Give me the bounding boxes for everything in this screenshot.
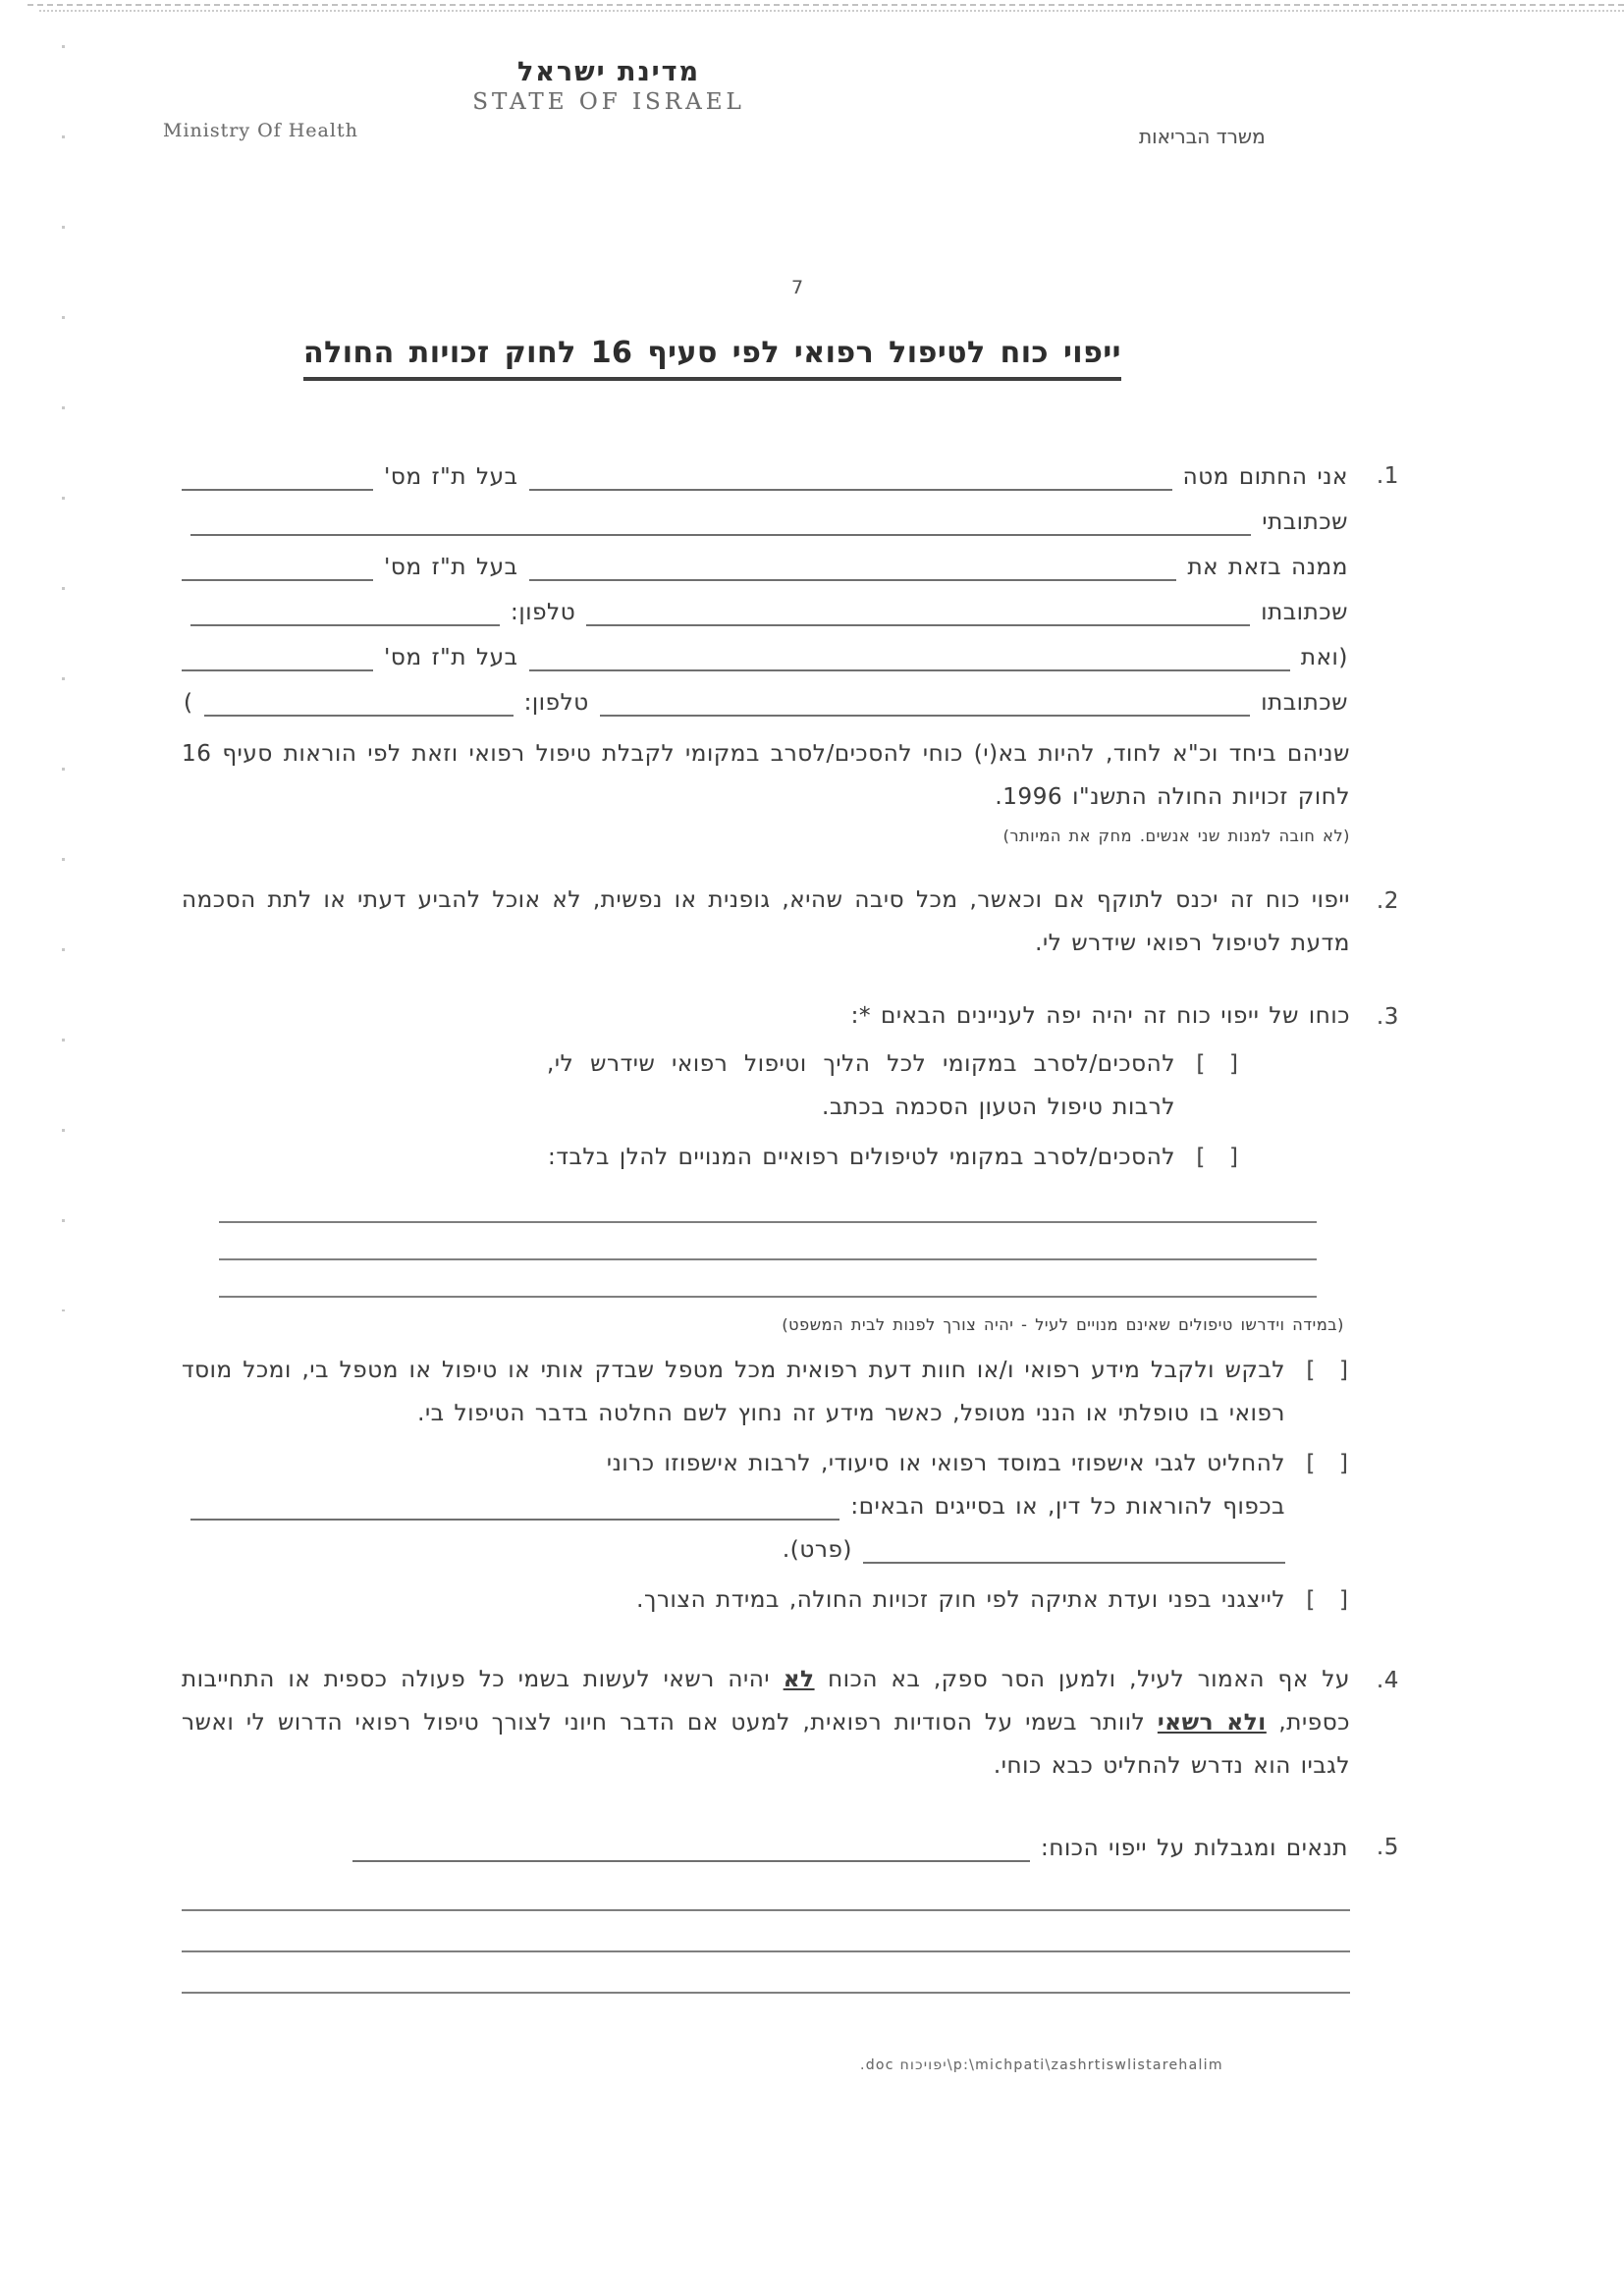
section-1 <box>182 454 1399 849</box>
label-phone: טלפון: <box>511 600 576 625</box>
option-hospitalization-line1: להחליט לגבי אישפוזי במוסד רפואי או סיעודי, לרבות אישפוזו כרוני <box>606 1451 1285 1476</box>
scan-edge-artifact <box>39 10 1624 12</box>
form-row-second-appointee <box>182 634 1350 679</box>
form-row-signer-address <box>182 499 1350 544</box>
fill-second-appointee-name[interactable] <box>529 640 1290 671</box>
section-3-number: .3 <box>1376 1004 1399 1030</box>
section-3-header: כוחו של ייפוי כוח זה יהיה יפה לעניינים הבאים *: <box>850 1003 1350 1029</box>
fill-conditions-line-0[interactable] <box>352 1831 1030 1862</box>
section-4-emphasis-not: לא <box>783 1667 815 1692</box>
option-label: לייצגני בפני ועדת אתיקה לפי חוק זכויות החולה, במידת הצורך. <box>636 1587 1285 1613</box>
label-detail: (פרט). <box>782 1537 852 1563</box>
form-title: ייפוי כוח לטיפול רפואי לפי סעיף 16 לחוק זכויות החולה <box>303 336 1121 381</box>
checkbox[interactable]: [ ] <box>1306 1451 1350 1476</box>
fill-appointee-id[interactable] <box>182 550 373 581</box>
section-4 <box>182 1658 1399 1788</box>
fill-signer-address[interactable] <box>190 505 1251 536</box>
section-3-body <box>182 994 1350 1629</box>
fill-detail[interactable] <box>863 1532 1285 1564</box>
option-label: לבקש ולקבל מידע רפואי ו/או חוות דעת רפואית מכל מטפל שבדק אותי או טיפול או מטפל בי, ומכל מוסד רפואי בו טופלתי או הנני מטופל, כאשר מידע זה נחוץ לשם החלטה בדבר הטיפול בי. <box>182 1358 1285 1426</box>
option-hospitalization-line2-text: בכפוף להוראות כל דין, או בסייגים הבאים: <box>850 1494 1285 1520</box>
option-label: להסכים/לסרב במקומי לכל הליך וטיפול רפואי שידרש לי, לרבות טיפול הטעון הסכמה בכתב. <box>547 1051 1175 1120</box>
label-id-number: בעל ת"ז מס' <box>384 645 518 670</box>
section-1-note: (לא חובה למנות שני אנשים. מחק את המיותר) <box>1002 827 1350 845</box>
option-request-medical-info <box>182 1349 1350 1435</box>
label-appoint: ממנה בזאת את <box>1187 555 1348 580</box>
fill-second-appointee-phone[interactable] <box>204 685 514 717</box>
option-represent-ethics-committee <box>182 1578 1350 1622</box>
section-4-part3: לוותר בשמי על הסודיות רפואית, למעט אם הדבר חיוני לצורך טיפול רפואי הדרוש לי ואשר לגביו הוא נדרש להחליט כבא כוחי. <box>182 1710 1350 1779</box>
state-of-israel-hebrew: מדינת ישראל <box>516 57 701 87</box>
form-row-second-appointee-address <box>182 679 1350 724</box>
option-hospitalization-line2 <box>182 1485 1285 1528</box>
label-conditions: תנאים ומגבלות על ייפוי הכוח: <box>1040 1836 1348 1861</box>
fill-conditions-line-1[interactable] <box>182 1874 1350 1911</box>
scan-edge-artifact <box>27 4 1624 6</box>
ministry-of-health-english: Ministry Of Health <box>163 120 358 141</box>
section-3 <box>182 994 1399 1629</box>
section-1-number: .1 <box>1376 463 1399 489</box>
header-center <box>0 57 1218 115</box>
fill-signer-id[interactable] <box>182 459 373 491</box>
section-1-body <box>182 454 1350 849</box>
label-and-also: (ואת <box>1300 645 1348 670</box>
section-2-number: .2 <box>1376 888 1399 914</box>
fill-second-appointee-id[interactable] <box>182 640 373 671</box>
state-of-israel-english: STATE OF ISRAEL <box>472 89 745 115</box>
checkbox[interactable]: [ ] <box>1196 1145 1240 1170</box>
label-his-address: שכתובתו <box>1261 600 1348 625</box>
label-id-number: בעל ת"ז מס' <box>384 555 518 580</box>
page-number: 7 <box>791 277 804 298</box>
label-his-address: שכתובתו <box>1261 690 1348 716</box>
scan-margin-dots-artifact <box>62 45 65 1311</box>
form-body <box>182 454 1399 2023</box>
section-4-emphasis-not-entitled: ולא רשאי <box>1157 1710 1267 1735</box>
ministry-of-health-hebrew: משרד הבריאות <box>1139 125 1266 148</box>
fill-treatments-line-3[interactable] <box>219 1260 1317 1298</box>
fill-conditions-line-3[interactable] <box>182 1956 1350 1994</box>
option-consent-listed-treatments <box>182 1136 1240 1179</box>
section-5-number: .5 <box>1376 1835 1399 1860</box>
label-id-number: בעל ת"ז מס' <box>384 464 518 490</box>
checkbox[interactable]: [ ] <box>1196 1051 1240 1077</box>
form-row-appointee-address <box>182 589 1350 634</box>
section-2 <box>182 879 1399 965</box>
option-label <box>182 1442 1285 1572</box>
section-1-paragraph: שניהם ביחד וכ"א לחוד, להיות בא(י) כוחי להסכים/לסרב במקומי לקבלת טיפול רפואי וזאת לפי הוראות סעיף 16 לחוק זכויות החולה התשנ"ו 1996. <box>182 741 1350 810</box>
section-5 <box>182 1825 1399 1994</box>
section-4-number: .4 <box>1376 1668 1399 1693</box>
section-4-part2: יהיה רשאי לעשות בשמי כל פעולה כספית או התחייבות כספית, <box>182 1667 1350 1735</box>
form-row-appointee <box>182 544 1350 589</box>
label-paren-close: ) <box>184 690 193 716</box>
section-4-part1: על אף האמור לעיל, ולמען הסר ספק, בא הכוח <box>814 1667 1350 1692</box>
option-consent-all-treatment <box>182 1042 1240 1129</box>
document-footer-path: .doc יפויכוח\p:\michpati\zashrtiswlistarehalim <box>860 2057 1223 2073</box>
label-my-address: שכתובתי <box>1262 509 1348 535</box>
fill-appointee-phone[interactable] <box>190 595 500 626</box>
section-2-text: ייפוי כוח זה יכנס לתוקף אם וכאשר, מכל סיבה שהיא, גופנית או נפשית, לא אוכל להביע דעתי או לתת הסכמה מדעת לטיפול רפואי שידרש לי. <box>182 887 1350 956</box>
option-label: להסכים/לסרב במקומי לטיפולים רפואיים המנויים להלן בלבד: <box>547 1145 1175 1170</box>
checkbox[interactable]: [ ] <box>1306 1358 1350 1383</box>
form-row-conditions <box>182 1825 1350 1870</box>
fill-conditions-line-2[interactable] <box>182 1915 1350 1952</box>
checkbox[interactable]: [ ] <box>1306 1587 1350 1613</box>
form-row-signer <box>182 454 1350 499</box>
label-phone: טלפון: <box>523 690 589 716</box>
option-hospitalization-line3 <box>182 1528 1285 1572</box>
fill-treatments-line-2[interactable] <box>219 1223 1317 1260</box>
section-4-text <box>182 1658 1350 1788</box>
fill-appointee-name[interactable] <box>529 550 1177 581</box>
fill-treatments-line-1[interactable] <box>219 1186 1317 1223</box>
fill-signer-name[interactable] <box>529 459 1172 491</box>
fill-appointee-address[interactable] <box>586 595 1250 626</box>
section-3-note: (במידה וידרשו טיפולים שאינם מנויים לעיל - יהיה צורך לפנות לבית המשפט) <box>782 1315 1344 1334</box>
fill-restrictions[interactable] <box>190 1489 839 1521</box>
label-signer: אני החתום מטה <box>1182 464 1348 490</box>
fill-second-appointee-address[interactable] <box>600 685 1250 717</box>
option-hospitalization-decision <box>182 1442 1350 1572</box>
